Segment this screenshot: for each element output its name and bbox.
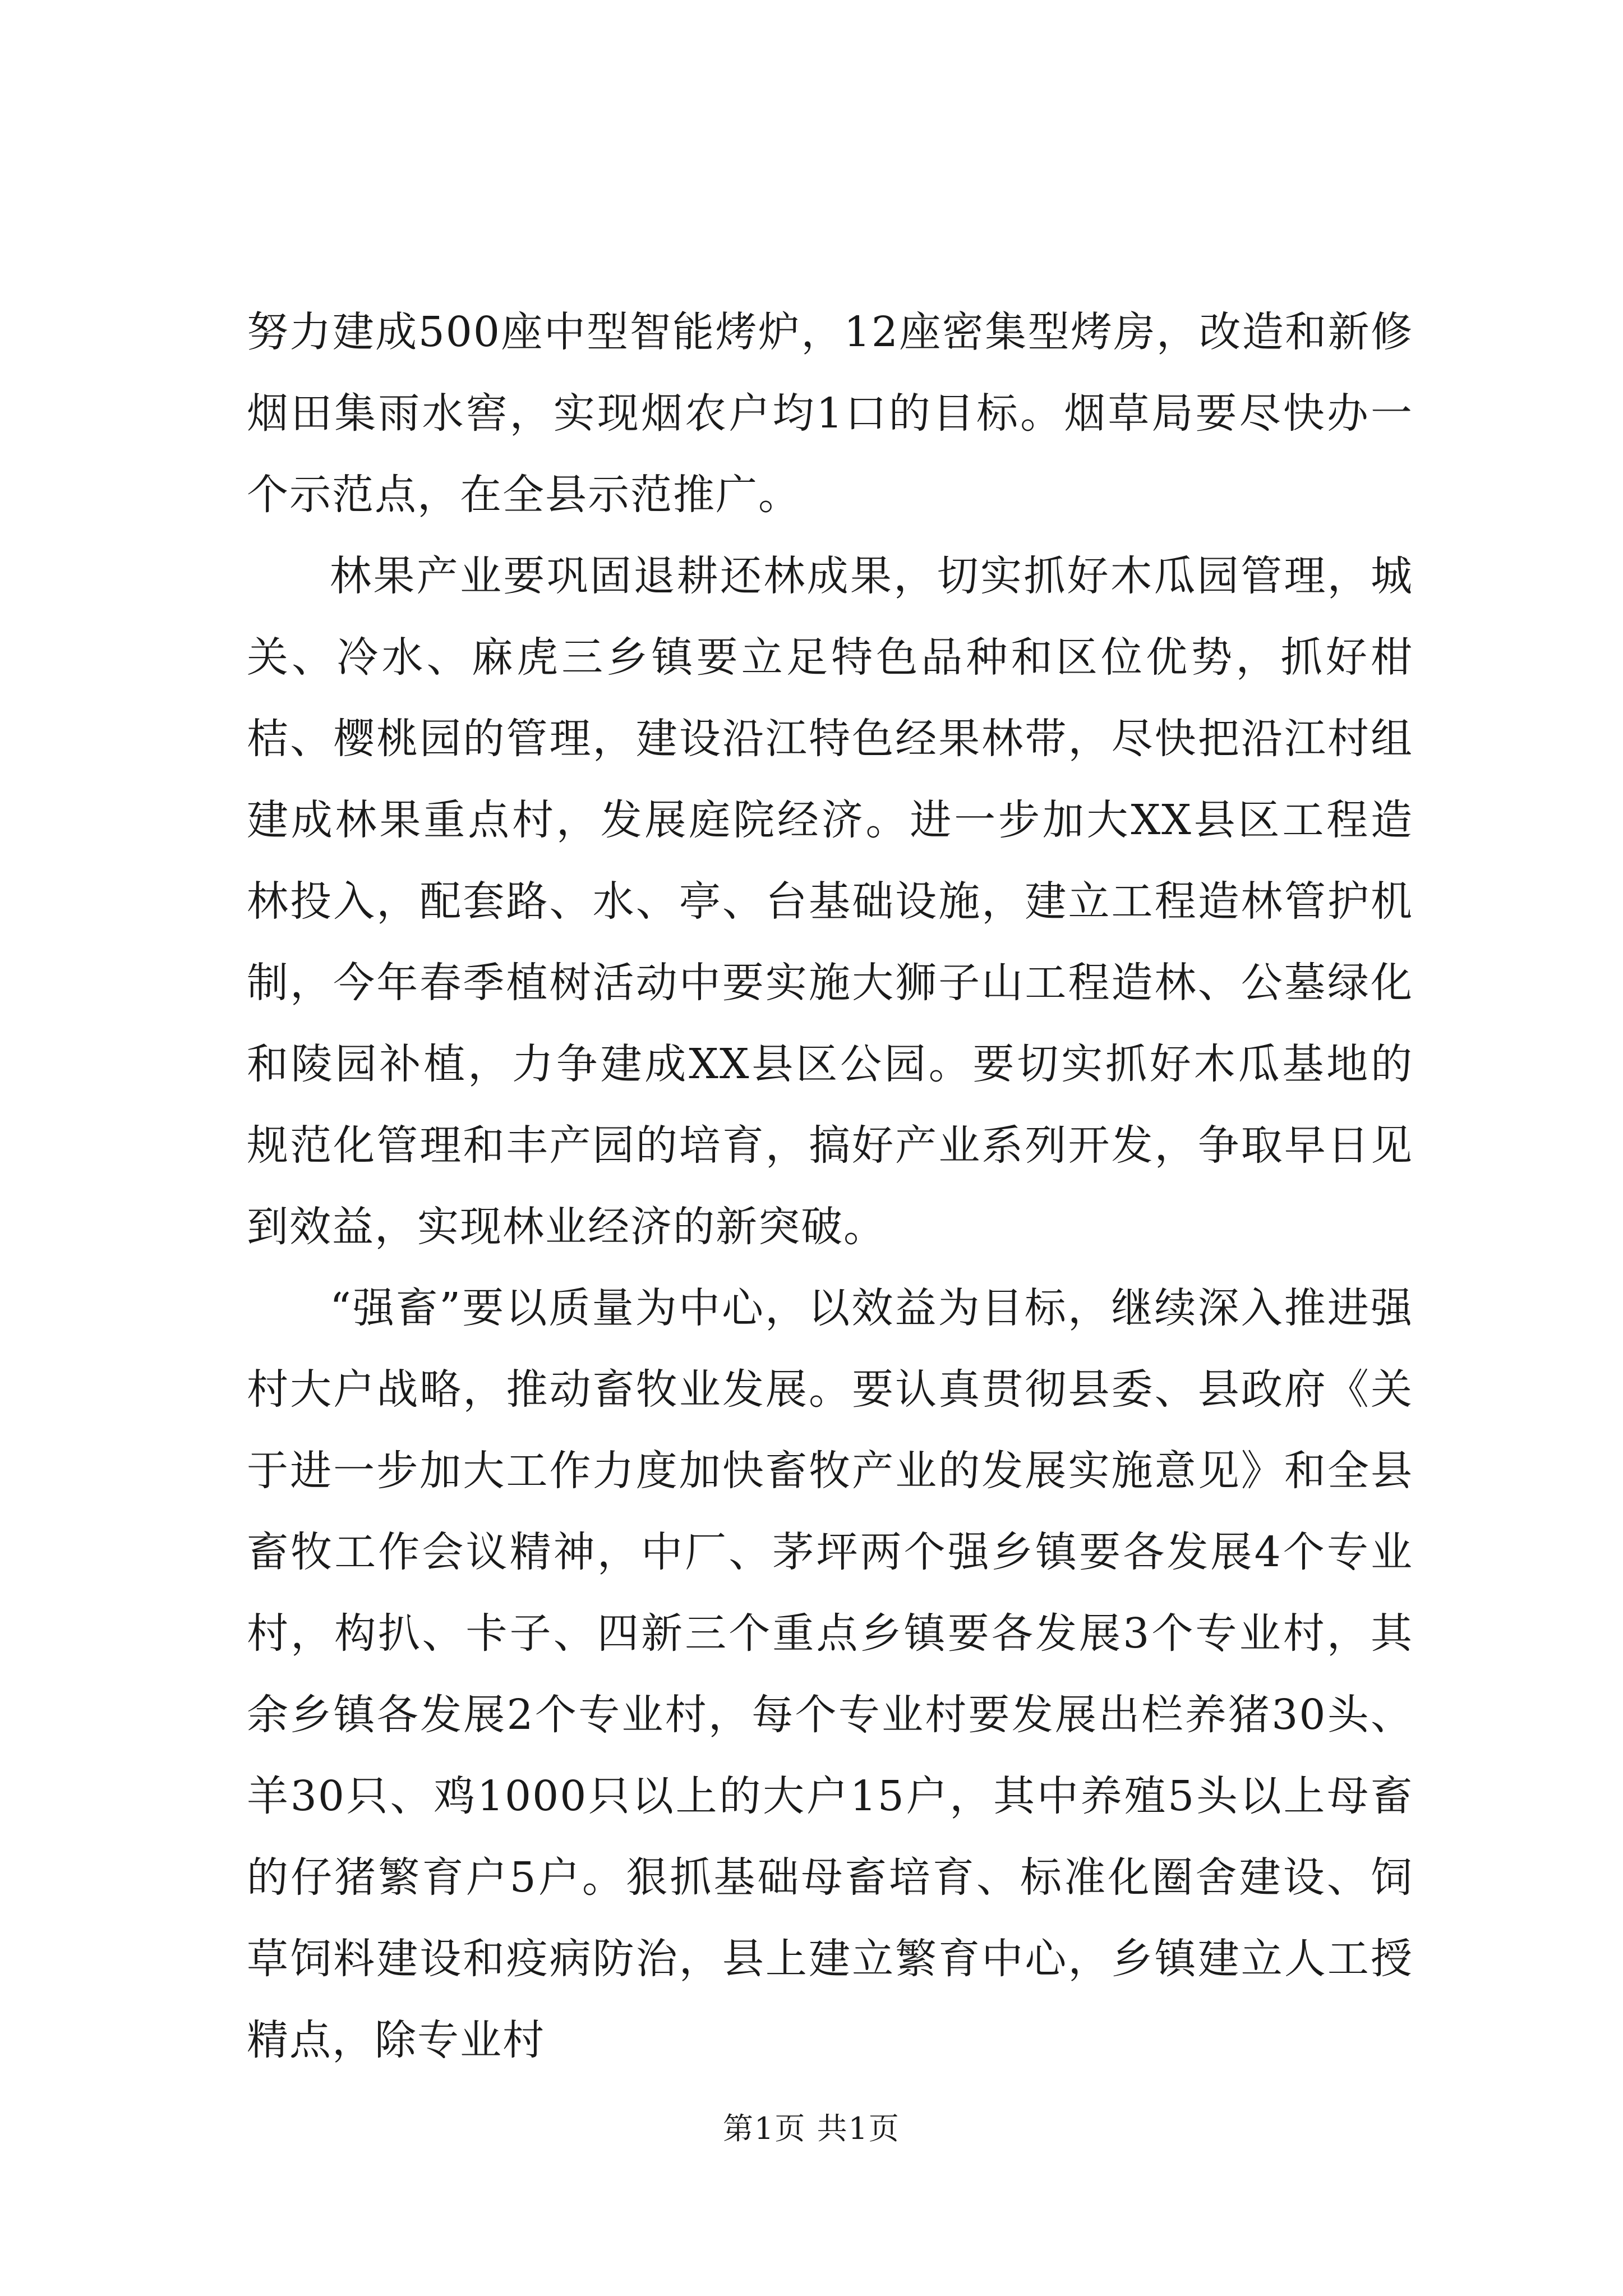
- page-number-label: 第1页 共1页: [723, 2111, 900, 2146]
- paragraph-1: 努力建成500座中型智能烤炉，12座密集型烤房，改造和新修烟田集雨水窖，实现烟农户均1口的目标。烟草局要尽快办一个示范点，在全县示范推广。: [247, 308, 1413, 519]
- page-footer: [0, 2109, 1623, 2148]
- paragraph-3: “强畜”要以质量为中心，以效益为目标，继续深入推进强村大户战略，推动畜牧业发展。要认真贯彻县委、县政府《关于进一步加大工作力度加快畜牧产业的发展实施意见》和全县畜牧工作会议精神，中厂、茅坪两个强乡镇要各发展4个专业村，构扒、卡子、四新三个重点乡镇要各发展3个专业村，其余乡镇各发展2个专业村，每个专业村要发展出栏养猪30头、羊30只、鸡1000只以上的大户15户，其中养殖5头以上母畜的仔猪繁育户5户。狠抓基础母畜培育、标准化圈舍建设、饲草饲料建设和疫病防治，县上建立繁育中心，乡镇建立人工授精点，除专业村: [247, 1284, 1413, 2064]
- paragraph-2: 林果产业要巩固退耕还林成果，切实抓好木瓜园管理，城关、冷水、麻虎三乡镇要立足特色品种和区位优势，抓好柑桔、樱桃园的管理，建设沿江特色经果林带，尽快把沿江村组建成林果重点村，发展庭院经济。进一步加大XX县区工程造林投入，配套路、水、亭、台基础设施，建立工程造林管护机制，今年春季植树活动中要实施大狮子山工程造林、公墓绿化和陵园补植，力争建成XX县区公园。要切实抓好木瓜基地的规范化管理和丰产园的培育，搞好产业系列开发，争取早日见到效益，实现林业经济的新突破。: [247, 552, 1413, 1251]
- document-body: [247, 292, 1413, 2081]
